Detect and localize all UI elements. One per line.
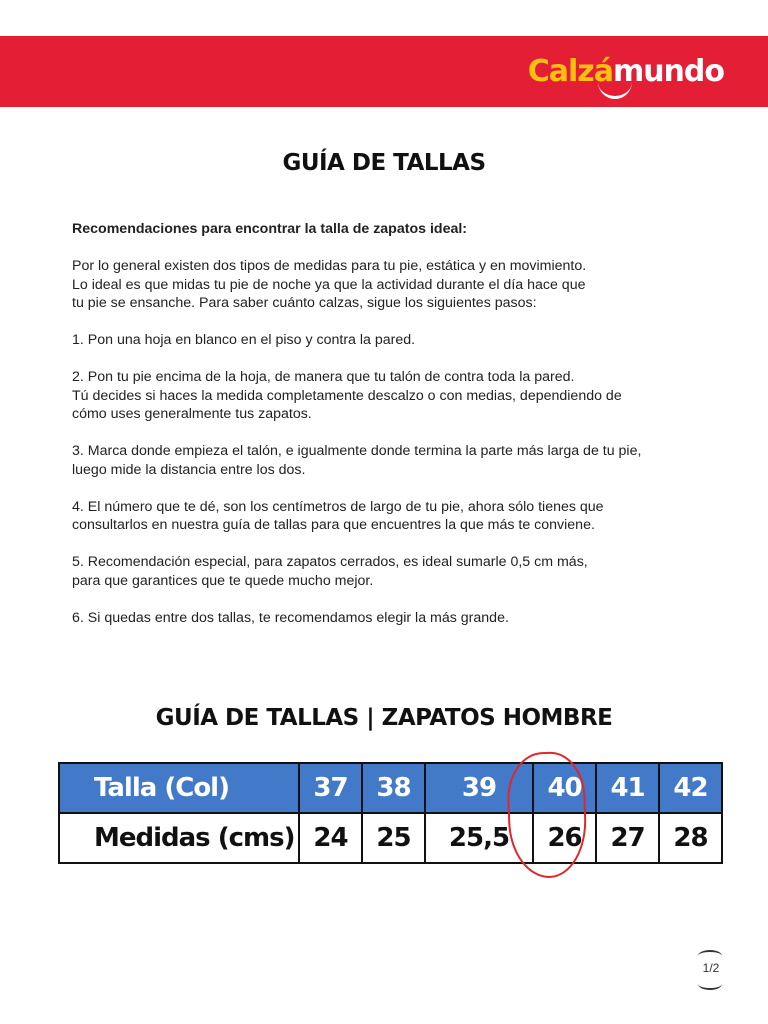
size-cell: 39 [425, 763, 533, 813]
measure-label: Medidas (cms) [59, 813, 299, 863]
logo-text-mundo: mundo [612, 54, 724, 89]
size-label: Talla (Col) [59, 763, 299, 813]
intro-paragraph: Por lo general existen dos tipos de medidas para tu pie, estática y en movimiento. Lo ideal es que midas tu pie de noche ya que la actividad durante el día hace que tu pie se ensanche. Para saber cuánto calzas, sigue los siguientes pasos: [72, 258, 587, 311]
size-cell: 38 [362, 763, 425, 813]
page-arc-bottom-icon [698, 978, 722, 990]
size-guide-title: GUÍA DE TALLAS | ZAPATOS HOMBRE [155, 705, 613, 731]
page-number: 1/2 [702, 961, 720, 975]
measure-cell: 24 [299, 813, 362, 863]
step-6: 6. Si quedas entre dos tallas, te recomendamos elegir la más grande. [72, 609, 509, 626]
calzamundo-logo [528, 50, 724, 94]
size-cell: 42 [659, 763, 722, 813]
measure-cell: 27 [596, 813, 659, 863]
measure-cell: 26 [533, 813, 596, 863]
size-cell: 40 [533, 763, 596, 813]
step-1: 1. Pon una hoja en blanco en el piso y contra la pared. [72, 332, 416, 348]
measure-row [59, 813, 722, 863]
top-margin [0, 0, 768, 36]
page-indicator [694, 950, 728, 988]
step-4: 4. El número que te dé, son los centímetros de largo de tu pie, ahora sólo tienes que consultarlos en nuestra guía de tallas para que encuentres la que más te conviene. [72, 498, 604, 533]
logo-text-calza: Calzá [527, 54, 613, 89]
measure-cell: 28 [659, 813, 722, 863]
size-table [58, 762, 723, 864]
step-2: 2. Pon tu pie encima de la hoja, de manera que tu talón de contra toda la pared. Tú decides si haces la medida completamente descalzo o con medias, dependiendo de cómo uses generalmente tus zapatos. [72, 369, 622, 422]
measure-cell: 25 [362, 813, 425, 863]
recommendations-heading: Recomendaciones para encontrar la talla de zapatos ideal: [72, 221, 468, 237]
size-row [59, 763, 722, 813]
step-5: 5. Recomendación especial, para zapatos cerrados, es ideal sumarle 0,5 cm más, para que garantices que te quede mucho mejor. [72, 554, 588, 589]
measure-cell: 25,5 [425, 813, 533, 863]
logo-smile-icon [598, 82, 632, 99]
size-cell: 41 [596, 763, 659, 813]
page-title: GUÍA DE TALLAS [282, 150, 486, 176]
brand-header [0, 36, 768, 107]
recommendations-section [72, 220, 712, 646]
size-cell: 37 [299, 763, 362, 813]
step-3: 3. Marca donde empieza el talón, e igualmente donde termina la parte más larga de tu pie, luego mide la distancia entre los dos. [72, 443, 642, 478]
